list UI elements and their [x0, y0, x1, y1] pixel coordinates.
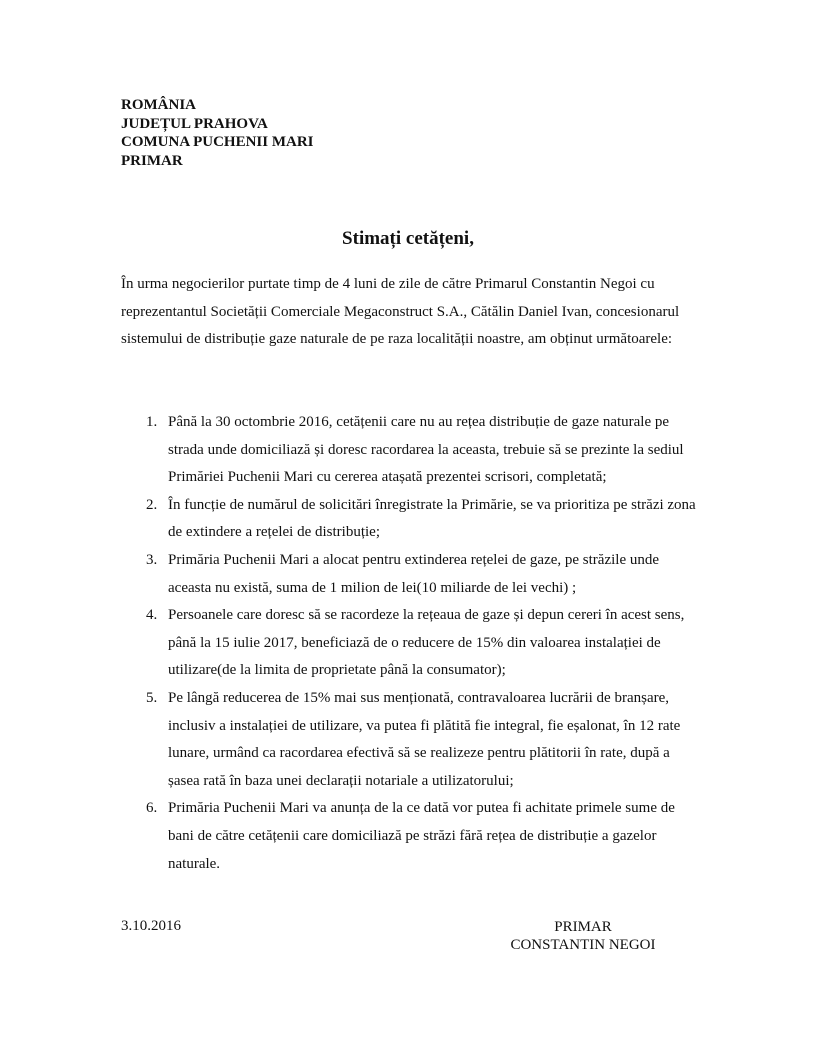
list-item: [121, 602, 699, 685]
list-item: [121, 492, 699, 547]
list-item-text: Pe lângă reducerea de 15% mai sus menționată, contravaloarea lucrării de branșare, inclusiv a instalației de utilizare, va putea fi plătită fie integral, fie eșalonat, în 12 rate lunare, urmând ca racordarea efectivă să se realizeze pentru plătitorii în rate, după a șasea rată în baza unei declarații notariale a utilizatorului;: [168, 689, 681, 789]
signature-name: CONSTANTIN NEGOI: [510, 937, 656, 953]
list-item-number: 6.: [146, 800, 158, 817]
list-item: [121, 547, 699, 602]
list-item-text: Până la 30 octombrie 2016, cetățenii care nu au rețea distribuție de gaze naturale pe strada unde domiciliază și doresc racordarea la aceasta, trebuie să se prezinte la sediul Primăriei Puchenii Mari cu cererea atașată prezentei scrisori, completată;: [168, 414, 684, 486]
list-item-text: Primăria Puchenii Mari a alocat pentru extinderea rețelei de gaze, pe străzile unde aceasta nu există, suma de 1 milion de lei(10 miliarde de lei vechi) ;: [168, 551, 660, 596]
list-item: [121, 409, 699, 492]
letter-date: 3.10.2016: [121, 918, 181, 934]
list-item-text: Primăria Puchenii Mari va anunța de la ce dată vor putea fi achitate primele sume de bani de către cetățenii care domiciliază pe străzi fără rețea de distribuție a gazelor naturale.: [168, 800, 675, 872]
list-item-text: În funcție de numărul de solicitări înregistrate la Primărie, se va prioritiza pe străzi zona de extindere a rețelei de distribuție;: [168, 496, 696, 541]
signature-title: PRIMAR: [554, 919, 612, 935]
numbered-list: [121, 409, 699, 878]
letter-header: [121, 96, 314, 171]
list-item-number: 3.: [146, 551, 158, 568]
header-county: JUDEȚUL PRAHOVA: [121, 115, 268, 132]
signature-block: [483, 918, 683, 954]
header-country: ROMÂNIA: [121, 97, 196, 113]
salutation: Stimați cetățeni,: [342, 228, 474, 249]
list-item-number: 1.: [146, 414, 158, 430]
list-item: [121, 685, 699, 795]
intro-paragraph: În urma negocierilor purtate timp de 4 luni de zile de către Primarul Constantin Negoi cu reprezentantul Societății Comerciale Megaconstruct S.A., Cătălin Daniel Ivan, concesionarul sistemului de distribuție gaze naturale de pe raza localității noastre, am obținut următoarele:: [121, 276, 680, 348]
list-item-number: 4.: [146, 607, 158, 624]
header-office: PRIMAR: [121, 153, 183, 170]
list-item-number: 2.: [146, 496, 158, 513]
list-item: [121, 795, 699, 878]
header-commune: COMUNA PUCHENII MARI: [121, 134, 314, 151]
list-item-text: Persoanele care doresc să se racordeze la rețeaua de gaze și depun cereri în acest sens, până la 15 iulie 2017, beneficiază de o reducere de 15% din valoarea instalației de utilizare(de la limita de proprietate până la consumator);: [168, 607, 685, 679]
list-item-number: 5.: [146, 689, 158, 706]
